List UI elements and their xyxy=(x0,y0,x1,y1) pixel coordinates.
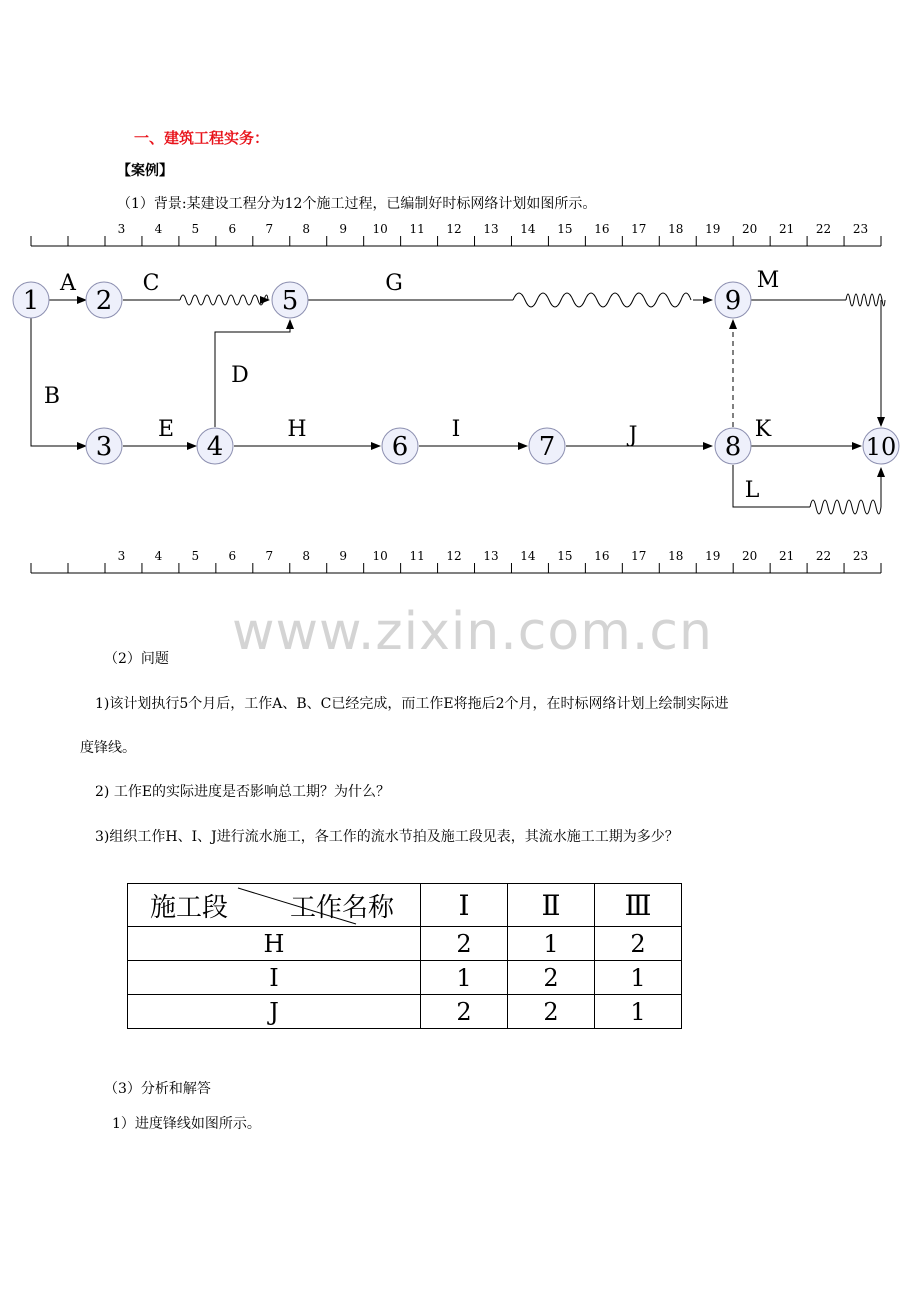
table-cell: 1 xyxy=(595,995,682,1029)
bottom-ruler-tick-label: 13 xyxy=(483,549,499,563)
top-ruler-tick-label: 6 xyxy=(228,222,237,236)
activity-B-arrow xyxy=(31,318,86,446)
section-heading: 一、建筑工程实务： xyxy=(134,129,270,147)
table-cell: 1 xyxy=(595,961,682,995)
top-ruler-tick-label: 14 xyxy=(520,222,536,236)
column-header: Ⅱ xyxy=(508,884,595,927)
table-cell: 2 xyxy=(595,927,682,961)
top-ruler-tick-label: 13 xyxy=(483,222,499,236)
top-ruler-tick-label: 20 xyxy=(742,222,758,236)
answer-heading: （3）分析和解答 xyxy=(104,1081,211,1097)
bottom-ruler-tick-label: 9 xyxy=(339,549,348,563)
top-ruler-tick-label: 10 xyxy=(372,222,388,236)
top-ruler-tick-label: 5 xyxy=(191,222,200,236)
activity-M-label: M xyxy=(756,268,780,293)
top-ruler-tick-label: 7 xyxy=(265,222,274,236)
activity-A-label: A xyxy=(60,271,76,296)
table-corner-cell xyxy=(128,884,421,927)
bottom-ruler-tick-label: 18 xyxy=(668,549,684,563)
question-1-line-1: 1)该计划执行5个月后，工作A、B、C已经完成，而工作E将拖后2个月，在时标网络计划上绘制实际进 xyxy=(95,696,729,712)
bottom-ruler-tick-label: 16 xyxy=(594,549,610,563)
row-name: H xyxy=(128,927,421,961)
corner-right-label: 工作名称 xyxy=(290,893,395,923)
question-3: 3)组织工作H、I、J进行流水施工，各工作的流水节拍及施工段见表，其流水施工工期为多少？ xyxy=(95,829,679,845)
top-ruler-ticks xyxy=(31,222,881,246)
table-row xyxy=(128,927,682,961)
activity-L-free-float-wave xyxy=(810,500,881,514)
case-label: 【案例】 xyxy=(117,163,173,179)
row-name: I xyxy=(128,961,421,995)
activity-J-label: J xyxy=(628,423,638,448)
bottom-ruler-ticks xyxy=(31,549,881,573)
activity-B-label: B xyxy=(43,384,61,409)
time-scaled-network-diagram xyxy=(0,210,920,580)
top-ruler-tick-label: 22 xyxy=(815,222,832,236)
bottom-ruler-tick-label: 20 xyxy=(742,549,758,563)
table-cell: 2 xyxy=(508,995,595,1029)
bottom-ruler-tick-label: 12 xyxy=(446,549,462,563)
bottom-ruler-tick-label: 19 xyxy=(705,549,721,563)
activity-I-label: I xyxy=(451,417,461,442)
table-cell: 1 xyxy=(421,961,508,995)
top-ruler-tick-label: 17 xyxy=(631,222,647,236)
table-cell: 2 xyxy=(508,961,595,995)
column-header: Ⅲ xyxy=(595,884,682,927)
bottom-ruler-tick-label: 22 xyxy=(815,549,832,563)
activity-L-label: L xyxy=(744,478,760,503)
top-ruler-tick-label: 11 xyxy=(409,222,425,236)
questions-heading: （2）问题 xyxy=(104,651,169,667)
top-ruler-tick-label: 12 xyxy=(446,222,462,236)
bottom-ruler-tick-label: 8 xyxy=(302,549,311,563)
top-ruler-tick-label: 16 xyxy=(594,222,610,236)
node-3-label: 3 xyxy=(95,432,113,462)
node-8-label: 8 xyxy=(724,432,742,462)
table-row xyxy=(128,995,682,1029)
row-name: J xyxy=(128,995,421,1029)
top-ruler-tick-label: 23 xyxy=(852,222,869,236)
watermark: www.zixin.com.cn xyxy=(232,602,713,662)
answer-1: 1）进度锋线如图所示。 xyxy=(112,1116,261,1132)
top-ruler-tick-label: 3 xyxy=(117,222,126,236)
question-2: 2) 工作E的实际进度是否影响总工期？为什么？ xyxy=(95,784,391,800)
activity-H-label: H xyxy=(287,417,307,442)
node-9-label: 9 xyxy=(724,286,742,316)
column-header: Ⅰ xyxy=(421,884,508,927)
table-header-row xyxy=(128,884,682,927)
node-10-label: 10 xyxy=(865,433,897,461)
bottom-ruler-tick-label: 21 xyxy=(778,549,795,563)
bottom-ruler-tick-label: 6 xyxy=(228,549,237,563)
table-cell: 1 xyxy=(508,927,595,961)
activity-E-label: E xyxy=(157,417,175,442)
activity-K-label: K xyxy=(754,417,772,442)
top-ruler-tick-label: 21 xyxy=(778,222,795,236)
bottom-ruler-tick-label: 15 xyxy=(557,549,573,563)
table-cell: 2 xyxy=(421,995,508,1029)
activity-D-arrow xyxy=(215,320,290,427)
node-7-label: 7 xyxy=(538,432,556,462)
node-5-label: 5 xyxy=(281,286,299,316)
top-ruler-tick-label: 4 xyxy=(154,222,163,236)
corner-left-label: 施工段 xyxy=(150,893,229,923)
node-4-label: 4 xyxy=(206,432,224,462)
activity-C-label: C xyxy=(142,271,160,296)
question-1-line-2: 度锋线。 xyxy=(80,740,136,756)
bottom-ruler-tick-label: 23 xyxy=(852,549,869,563)
top-ruler-tick-label: 18 xyxy=(668,222,684,236)
bottom-ruler-tick-label: 4 xyxy=(154,549,163,563)
node-1-label: 1 xyxy=(22,286,40,316)
bottom-ruler-tick-label: 7 xyxy=(265,549,274,563)
bottom-ruler-tick-label: 5 xyxy=(191,549,200,563)
flow-beat-table xyxy=(127,883,682,1029)
activity-D-label: D xyxy=(231,363,249,388)
bottom-ruler-tick-label: 17 xyxy=(631,549,647,563)
top-ruler-tick-label: 15 xyxy=(557,222,573,236)
table-cell: 2 xyxy=(421,927,508,961)
activity-M-free-float-wave xyxy=(846,294,885,306)
top-ruler-tick-label: 8 xyxy=(302,222,311,236)
activity-G-free-float-wave xyxy=(513,293,691,307)
bottom-ruler-tick-label: 14 xyxy=(520,549,536,563)
table-row xyxy=(128,961,682,995)
bottom-ruler-tick-label: 10 xyxy=(372,549,388,563)
bottom-ruler-tick-label: 11 xyxy=(409,549,425,563)
activity-C-free-float-wave xyxy=(180,295,268,305)
activity-G-label: G xyxy=(385,271,403,296)
top-ruler-tick-label: 9 xyxy=(339,222,348,236)
bottom-ruler-tick-label: 3 xyxy=(117,549,126,563)
background-text: （1）背景:某建设工程分为12个施工过程，已编制好时标网络计划如图所示。 xyxy=(117,196,597,212)
node-2-label: 2 xyxy=(95,286,113,316)
top-ruler-tick-label: 19 xyxy=(705,222,721,236)
node-6-label: 6 xyxy=(391,432,409,462)
